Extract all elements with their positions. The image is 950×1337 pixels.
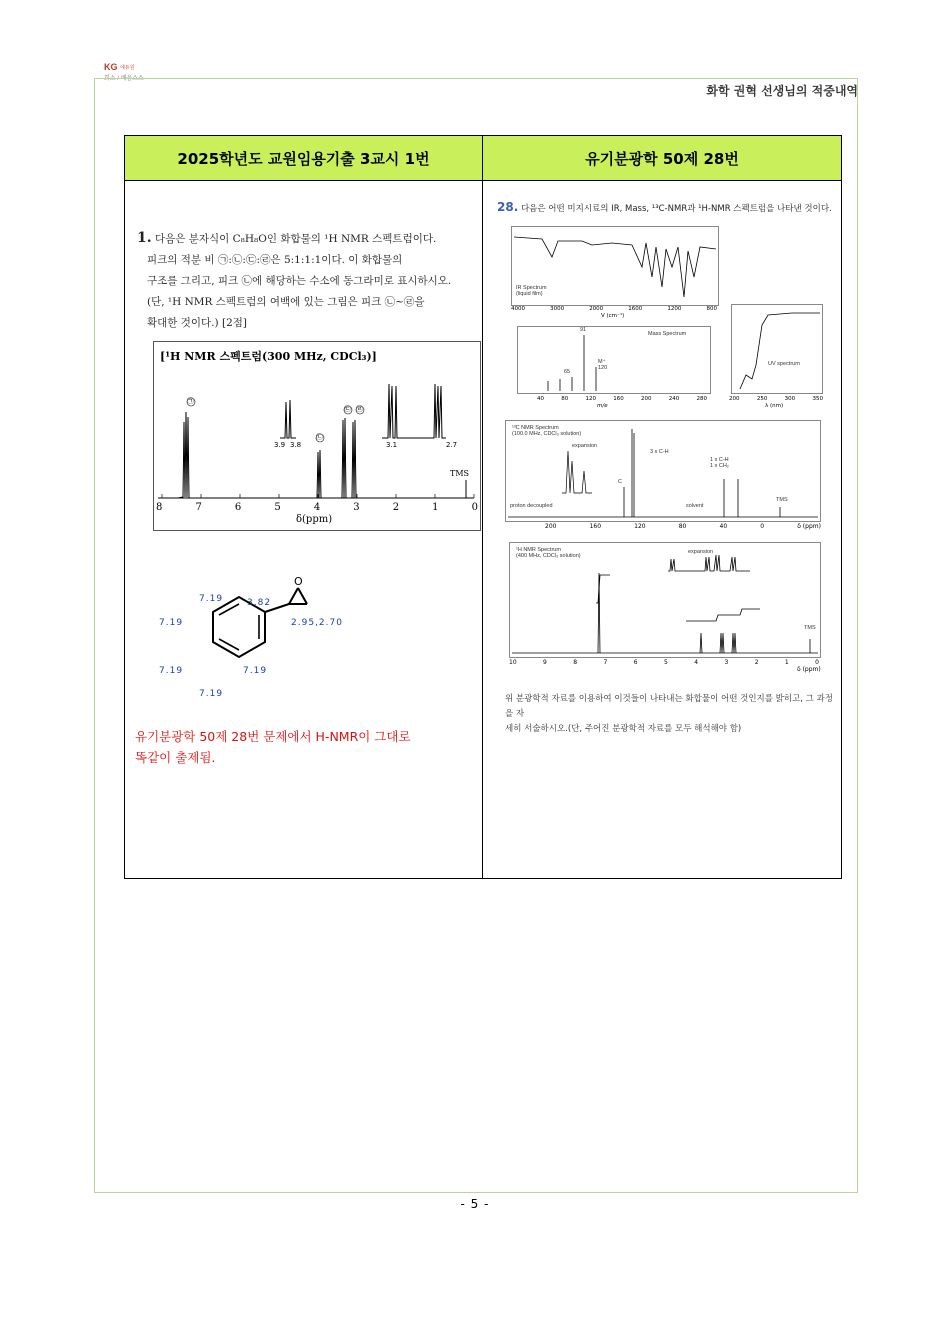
c13-tick: 0 [760,523,765,530]
shift-label: 7.19 [243,666,268,676]
nmr-tick: 8 [156,502,163,513]
uv-x-label: λ (nm) [765,403,784,409]
c13-note: expansion [572,443,598,449]
h1-tick: 6 [633,659,638,666]
tms-label: TMS [450,469,470,478]
c13-note: proton decoupled [510,503,553,509]
c13-note: C [618,479,622,485]
h1-tick: 5 [663,659,668,666]
c13-tick: 160 [589,523,602,530]
c13-note: 1 x C-H [710,457,729,463]
mass-label: Mass Spectrum [648,331,687,337]
ir-x-ticks [511,306,717,312]
logo-mark: KG [104,62,118,72]
ir-tick: 1200 [667,306,682,312]
shift-label: 7.19 [159,618,184,628]
c13-tick: δ (ppm) [797,523,821,530]
uv-tick: 250 [756,396,768,402]
question-line-5: 확대한 것이다.) [2점] [147,317,247,329]
peak-label-a: ㉠ [187,397,194,405]
mass-tick: 280 [696,396,707,402]
logo-subtitle: 희소 / 배움스스 [104,76,144,82]
h1-tick: 1 [784,659,789,666]
c13-nmr-spectrum [505,420,821,522]
match-note [135,726,455,768]
mass-tick: 120 [585,396,596,402]
column-divider [482,180,483,878]
ir-tick: 800 [706,306,717,312]
h1-label: ¹H NMR Spectrum [516,547,561,553]
h1-nmr-spectrum [509,542,821,658]
exam-question-1 [137,228,479,334]
c13-tick: 80 [678,523,687,530]
h1-tick: 9 [543,659,547,666]
c13-note: TMS [776,497,788,503]
question-line-3: 구조를 그리고, 피크 ㉡에 해당하는 수소에 동그라미로 표시하시오. [147,275,452,287]
ir-label: IR Spectrum [516,285,547,291]
c13-sub: (100.0 MHz, CDCl₃ solution) [512,431,582,437]
h1-tick: 3 [724,659,729,666]
shift-label: 2.95,2.70 [291,618,343,628]
h1-tick: 10 [509,659,517,666]
c13-note: 3 x C-H [650,449,669,455]
note-line-1: 유기분광학 50제 28번 문제에서 H-NMR이 그대로 [135,729,411,744]
problem-28-instruction [505,692,835,737]
oxygen-atom: O [294,575,303,588]
nmr-x-ticks [156,502,478,513]
nmr-tick: 6 [234,502,242,513]
mass-peak: 91 [580,327,587,333]
right-column-header: 유기분광학 50제 28번 [483,136,841,181]
nmr-tick: 2 [392,502,400,513]
h1-x-label: δ (ppm) [797,666,821,673]
ir-tick: 4000 [511,306,525,312]
mass-x-ticks [537,396,707,402]
c13-label: ¹³C NMR Spectrum [512,425,559,431]
peak-label-c: ㉢ [344,405,351,413]
inset2-tick-right: 2.7 [446,441,458,449]
nmr-tick: 4 [313,502,321,513]
problem-text: 다음은 어떤 미지시료의 IR, Mass, ¹³C-NMR과 ¹H-NMR 스펙트럼을 나타낸 것이다. [520,204,832,214]
question-line-4: (단, ¹H NMR 스펙트럼의 여백에 있는 그림은 피크 ㉡~㉣을 [147,296,425,308]
c13-tick: 200 [545,523,557,530]
ir-tick: 3000 [550,306,565,312]
nmr-tick: 7 [195,502,202,513]
ir-sub: (liquid film) [516,291,543,297]
c13-tick: 120 [634,523,646,530]
nmr-tick: 3 [353,502,360,513]
inset2-tick-left: 3.1 [386,441,398,449]
mass-peak: 65 [564,369,571,375]
mass-x-label: m/e [597,403,608,409]
problem-28-stem [497,200,832,214]
uv-spectrum [731,304,823,394]
h1-tick: 8 [573,659,578,666]
h1-note: expansion [688,549,714,555]
mass-spectrum [517,326,711,394]
inset1-tick-right: 3.8 [290,441,302,449]
left-column-header: 2025학년도 교원임용기출 3교시 1번 [125,136,483,181]
peak-label-b: ㉡ [316,433,323,441]
mass-tick: 200 [641,396,652,402]
mass-tick: 80 [561,396,569,402]
instruction-line-2: 세히 서술하시오.(단, 주어진 분광학적 자료를 모두 해석해야 함) [505,724,742,734]
peak-label-d: ㉣ [356,405,363,413]
shift-label: 7.19 [199,689,224,699]
h1-tick: 2 [754,659,759,666]
h1-tick: 7 [603,659,608,666]
nmr-x-label: δ(ppm) [296,514,333,525]
question-number: 1. [137,230,152,246]
question-line-1: 다음은 분자식이 C₈H₈O인 화합물의 ¹H NMR 스펙트럼이다. [154,233,437,245]
h1-tick: 0 [815,659,819,666]
molecule-drawing [155,564,395,704]
note-line-2: 똑같이 출제됨. [135,750,216,765]
nmr-tick: 5 [274,502,281,513]
mass-tick: 240 [668,396,680,402]
h1-sub: (400 MHz, CDCl₃ solution) [516,553,581,559]
shift-label: 7.19 [199,594,224,604]
h1-x-ticks [509,659,819,666]
nmr-tick: 0 [471,502,478,513]
page-header-title: 화학 권혁 선생님의 적중내역 [706,84,858,98]
uv-x-ticks [729,396,823,402]
molecule-structure [155,564,395,704]
h-nmr-spectrum [153,341,481,531]
shift-label: 3.82 [247,598,272,608]
c13-note: 1 x CH₂ [710,463,729,469]
uv-tick: 200 [729,396,740,402]
mass-tick: 40 [537,396,544,402]
comparison-table [124,135,842,879]
nmr-tick: 1 [432,502,439,513]
problem-number: 28. [497,200,519,214]
mass-peak: M⁺ [598,359,606,365]
spectrum-title: [¹H NMR 스펙트럼(300 MHz, CDCl₃)] [160,350,377,363]
mass-tick: 160 [613,396,624,402]
h1-note: TMS [804,625,816,631]
page-number: - 5 - [460,1197,490,1211]
mass-peak: 120 [598,365,608,371]
ir-tick: 1600 [628,306,643,312]
uv-tick: 350 [812,396,823,402]
uv-tick: 300 [784,396,796,402]
instruction-line-1: 위 분광학적 자료를 이용하여 이것들이 나타내는 화합물이 어떤 것인지를 밝히고, 그 과정을 자 [505,694,834,719]
ir-x-label: V (cm⁻¹) [601,313,625,319]
ir-spectrum [511,226,719,306]
c13-x-ticks [545,523,821,530]
h1-tick: 4 [694,659,699,666]
uv-label: UV spectrum [768,361,800,367]
inset1-tick-left: 3.9 [274,441,286,449]
c13-tick: 40 [719,523,728,530]
question-line-2: 피크의 적분 비 ㉠:㉡:㉢:㉣은 5:1:1:1이다. 이 화합물의 [147,254,403,266]
shift-label: 7.19 [159,666,184,676]
logo-brand: 에듀원 [120,65,135,71]
ir-tick: 2000 [589,306,604,312]
c13-note: solvent [686,503,704,509]
